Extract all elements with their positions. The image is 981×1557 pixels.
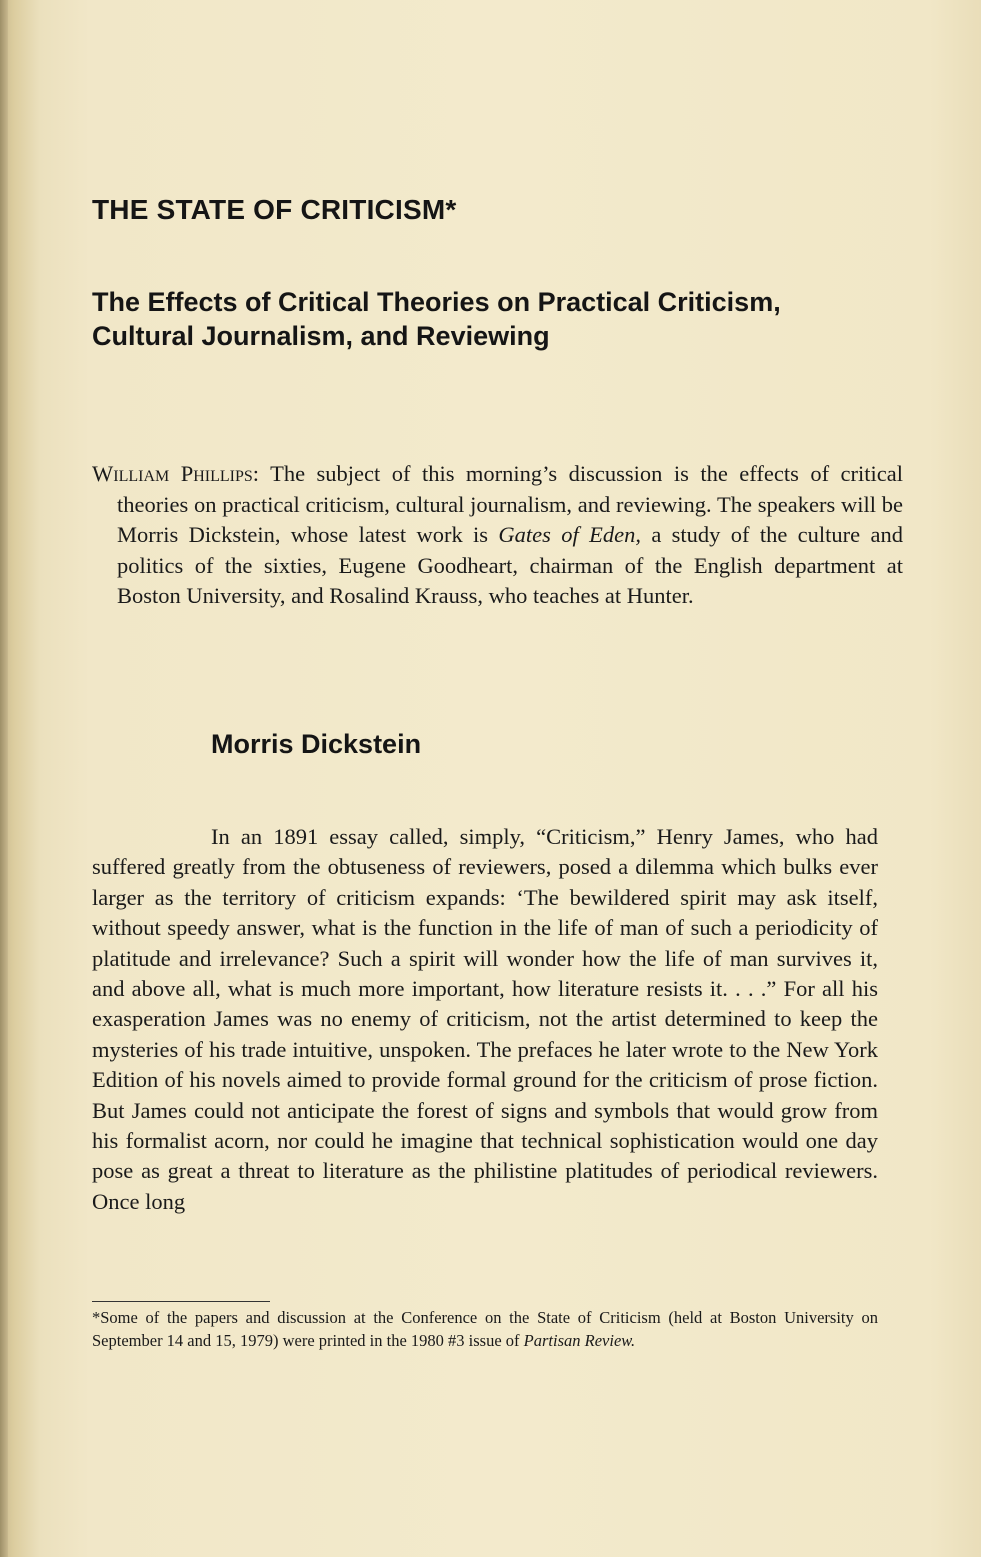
- footnote-text: *Some of the papers and discussion at the Conference on the State of Criticism (held at Boston University on September 14 and 15, 1979) were printed in the 1980 #3 issue of: [92, 1308, 878, 1350]
- body-paragraph: In an 1891 essay called, simply, “Criticism,” Henry James, who had suffered greatly from the obtuseness of reviewers, posed a dilemma which bulks ever larger as the territory of criticism expands: ‘The bewildered spirit may ask itself, without speedy answer, what is the function in the life of man of such a periodicity of platitude and irrelevance? Such a spirit will wonder how the life of man survives it, and above all, what is much more important, how literature resists it. . . .” For all his exasperation James was no enemy of criticism, not the artist determined to keep the mysteries of his trade intuitive, unspoken. The prefaces he later wrote to the New York Edition of his novels aimed to provide formal ground for the criticism of prose fiction. But James could not anticipate the forest of signs and symbols that would grow from his formalist acorn, nor could he imagine that technical sophistication would one day pose as great a threat to literature as the philistine platitudes of periodical reviewers. Once long: [92, 824, 878, 1214]
- footnote-italic: Partisan Review.: [523, 1330, 636, 1350]
- article-title: THE STATE OF CRITICISM*: [92, 194, 457, 225]
- subtitle-line-2: Cultural Journalism, and Reviewing: [92, 321, 550, 351]
- book-title-italic: Gates of Eden,: [498, 522, 641, 547]
- article-subtitle: [92, 285, 892, 353]
- intro-text-1: The subject of this morning’s discussion is the effects of critical theories on practical criticism, cultural journalism, and reviewing. The speakers will be Morris Dickstein, whose latest work is: [117, 461, 903, 547]
- speaker-name: William Phillips:: [92, 461, 260, 486]
- book-spine-shadow: [0, 0, 8, 1557]
- intro-paragraph: [92, 459, 903, 612]
- intro-text-2: a study of the culture and politics of the sixties, Eugene Goodheart, chairman of the English department at Boston University, and Rosalind Krauss, who teaches at Hunter.: [117, 522, 903, 608]
- footnote: [92, 1307, 878, 1352]
- section-heading: Morris Dickstein: [211, 729, 422, 759]
- subtitle-line-1: The Effects of Critical Theories on Practical Criticism,: [92, 287, 781, 317]
- footnote-rule: [92, 1301, 270, 1302]
